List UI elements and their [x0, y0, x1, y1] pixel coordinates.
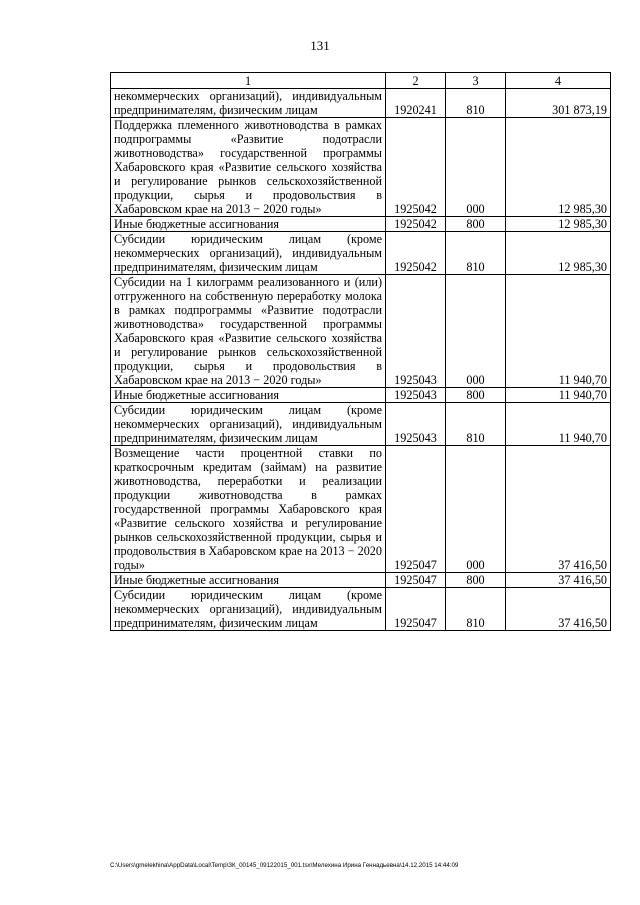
row-code: 1925043 [386, 388, 446, 403]
row-code: 1925042 [386, 217, 446, 232]
table-row [111, 89, 611, 118]
table-row [111, 275, 611, 388]
table-row [111, 588, 611, 631]
row-name: Субсидии юридическим лицам (кроме некоммерческих организаций), индивидуальным предпринимателям, физическим лицам [111, 588, 386, 631]
header-row [111, 73, 611, 89]
table-row [111, 573, 611, 588]
row-amount: 11 940,70 [506, 275, 611, 388]
row-name: Субсидии юридическим лицам (кроме некоммерческих организаций), индивидуальным предпринимателям, физическим лицам [111, 232, 386, 275]
row-type: 000 [446, 446, 506, 573]
budget-table [110, 72, 611, 631]
row-type: 810 [446, 232, 506, 275]
row-code: 1920241 [386, 89, 446, 118]
table-row [111, 232, 611, 275]
row-code: 1925043 [386, 403, 446, 446]
table-row [111, 217, 611, 232]
row-name: Иные бюджетные ассигнования [111, 573, 386, 588]
row-type: 810 [446, 403, 506, 446]
page-number: 131 [310, 38, 330, 53]
row-code: 1925047 [386, 588, 446, 631]
row-amount: 12 985,30 [506, 118, 611, 217]
row-type: 000 [446, 118, 506, 217]
row-amount: 37 416,50 [506, 446, 611, 573]
row-code: 1925042 [386, 118, 446, 217]
row-name: Иные бюджетные ассигнования [111, 388, 386, 403]
row-amount: 37 416,50 [506, 588, 611, 631]
table-row [111, 388, 611, 403]
row-amount: 11 940,70 [506, 388, 611, 403]
table-row [111, 403, 611, 446]
row-type: 000 [446, 275, 506, 388]
row-amount: 12 985,30 [506, 232, 611, 275]
row-code: 1925047 [386, 446, 446, 573]
row-type: 810 [446, 588, 506, 631]
header-col-3: 3 [446, 73, 506, 89]
row-type: 800 [446, 217, 506, 232]
row-amount: 11 940,70 [506, 403, 611, 446]
row-name: Субсидии на 1 килограмм реализованного и (или) отгруженного на собственную переработку молока в рамках подпрограммы «Развитие подотрасли животноводства» государственной программы Хабаровского края «Развитие сельского хозяйства и регулирование рынков сельскохозяйственной продукции, сырья и продовольствия в Хабаровском крае на 2013 − 2020 годы» [111, 275, 386, 388]
header-col-4: 4 [506, 73, 611, 89]
row-name: Поддержка племенного животноводства в рамках подпрограммы «Развитие подотрасли животноводства» государственной программы Хабаровского края «Развитие сельского хозяйства и регулирование рынков сельскохозяйственной продукции, сырья и продовольствия в Хабаровском крае на 2013 − 2020 годы» [111, 118, 386, 217]
row-type: 800 [446, 388, 506, 403]
row-code: 1925043 [386, 275, 446, 388]
row-amount: 37 416,50 [506, 573, 611, 588]
row-type: 810 [446, 89, 506, 118]
row-name: Возмещение части процентной ставки по краткосрочным кредитам (займам) на развитие животноводства, переработки и реализации продукции животноводства в рамках государственной программы Хабаровского края «Развитие сельского хозяйства и регулирование рынков сельскохозяйственной продукции, сырья и продовольствия в Хабаровском крае на 2013 − 2020 годы» [111, 446, 386, 573]
table-row [111, 118, 611, 217]
row-name: Субсидии юридическим лицам (кроме некоммерческих организаций), индивидуальным предпринимателям, физическим лицам [111, 403, 386, 446]
header-col-1: 1 [111, 73, 386, 89]
table-row [111, 446, 611, 573]
row-code: 1925042 [386, 232, 446, 275]
row-type: 800 [446, 573, 506, 588]
row-amount: 12 985,30 [506, 217, 611, 232]
row-name: Иные бюджетные ассигнования [111, 217, 386, 232]
row-code: 1925047 [386, 573, 446, 588]
row-name: некоммерческих организаций), индивидуальным предпринимателям, физическим лицам [111, 89, 386, 118]
row-amount: 301 873,19 [506, 89, 611, 118]
header-col-2: 2 [386, 73, 446, 89]
file-path-footer: C:\Users\gmelekhina\AppData\Local\Temp\ЗК_00145_09122015_001.tsx\Мелехина Ирина Геннадьевна\14.12.2015 14:44:09 [110, 862, 459, 869]
